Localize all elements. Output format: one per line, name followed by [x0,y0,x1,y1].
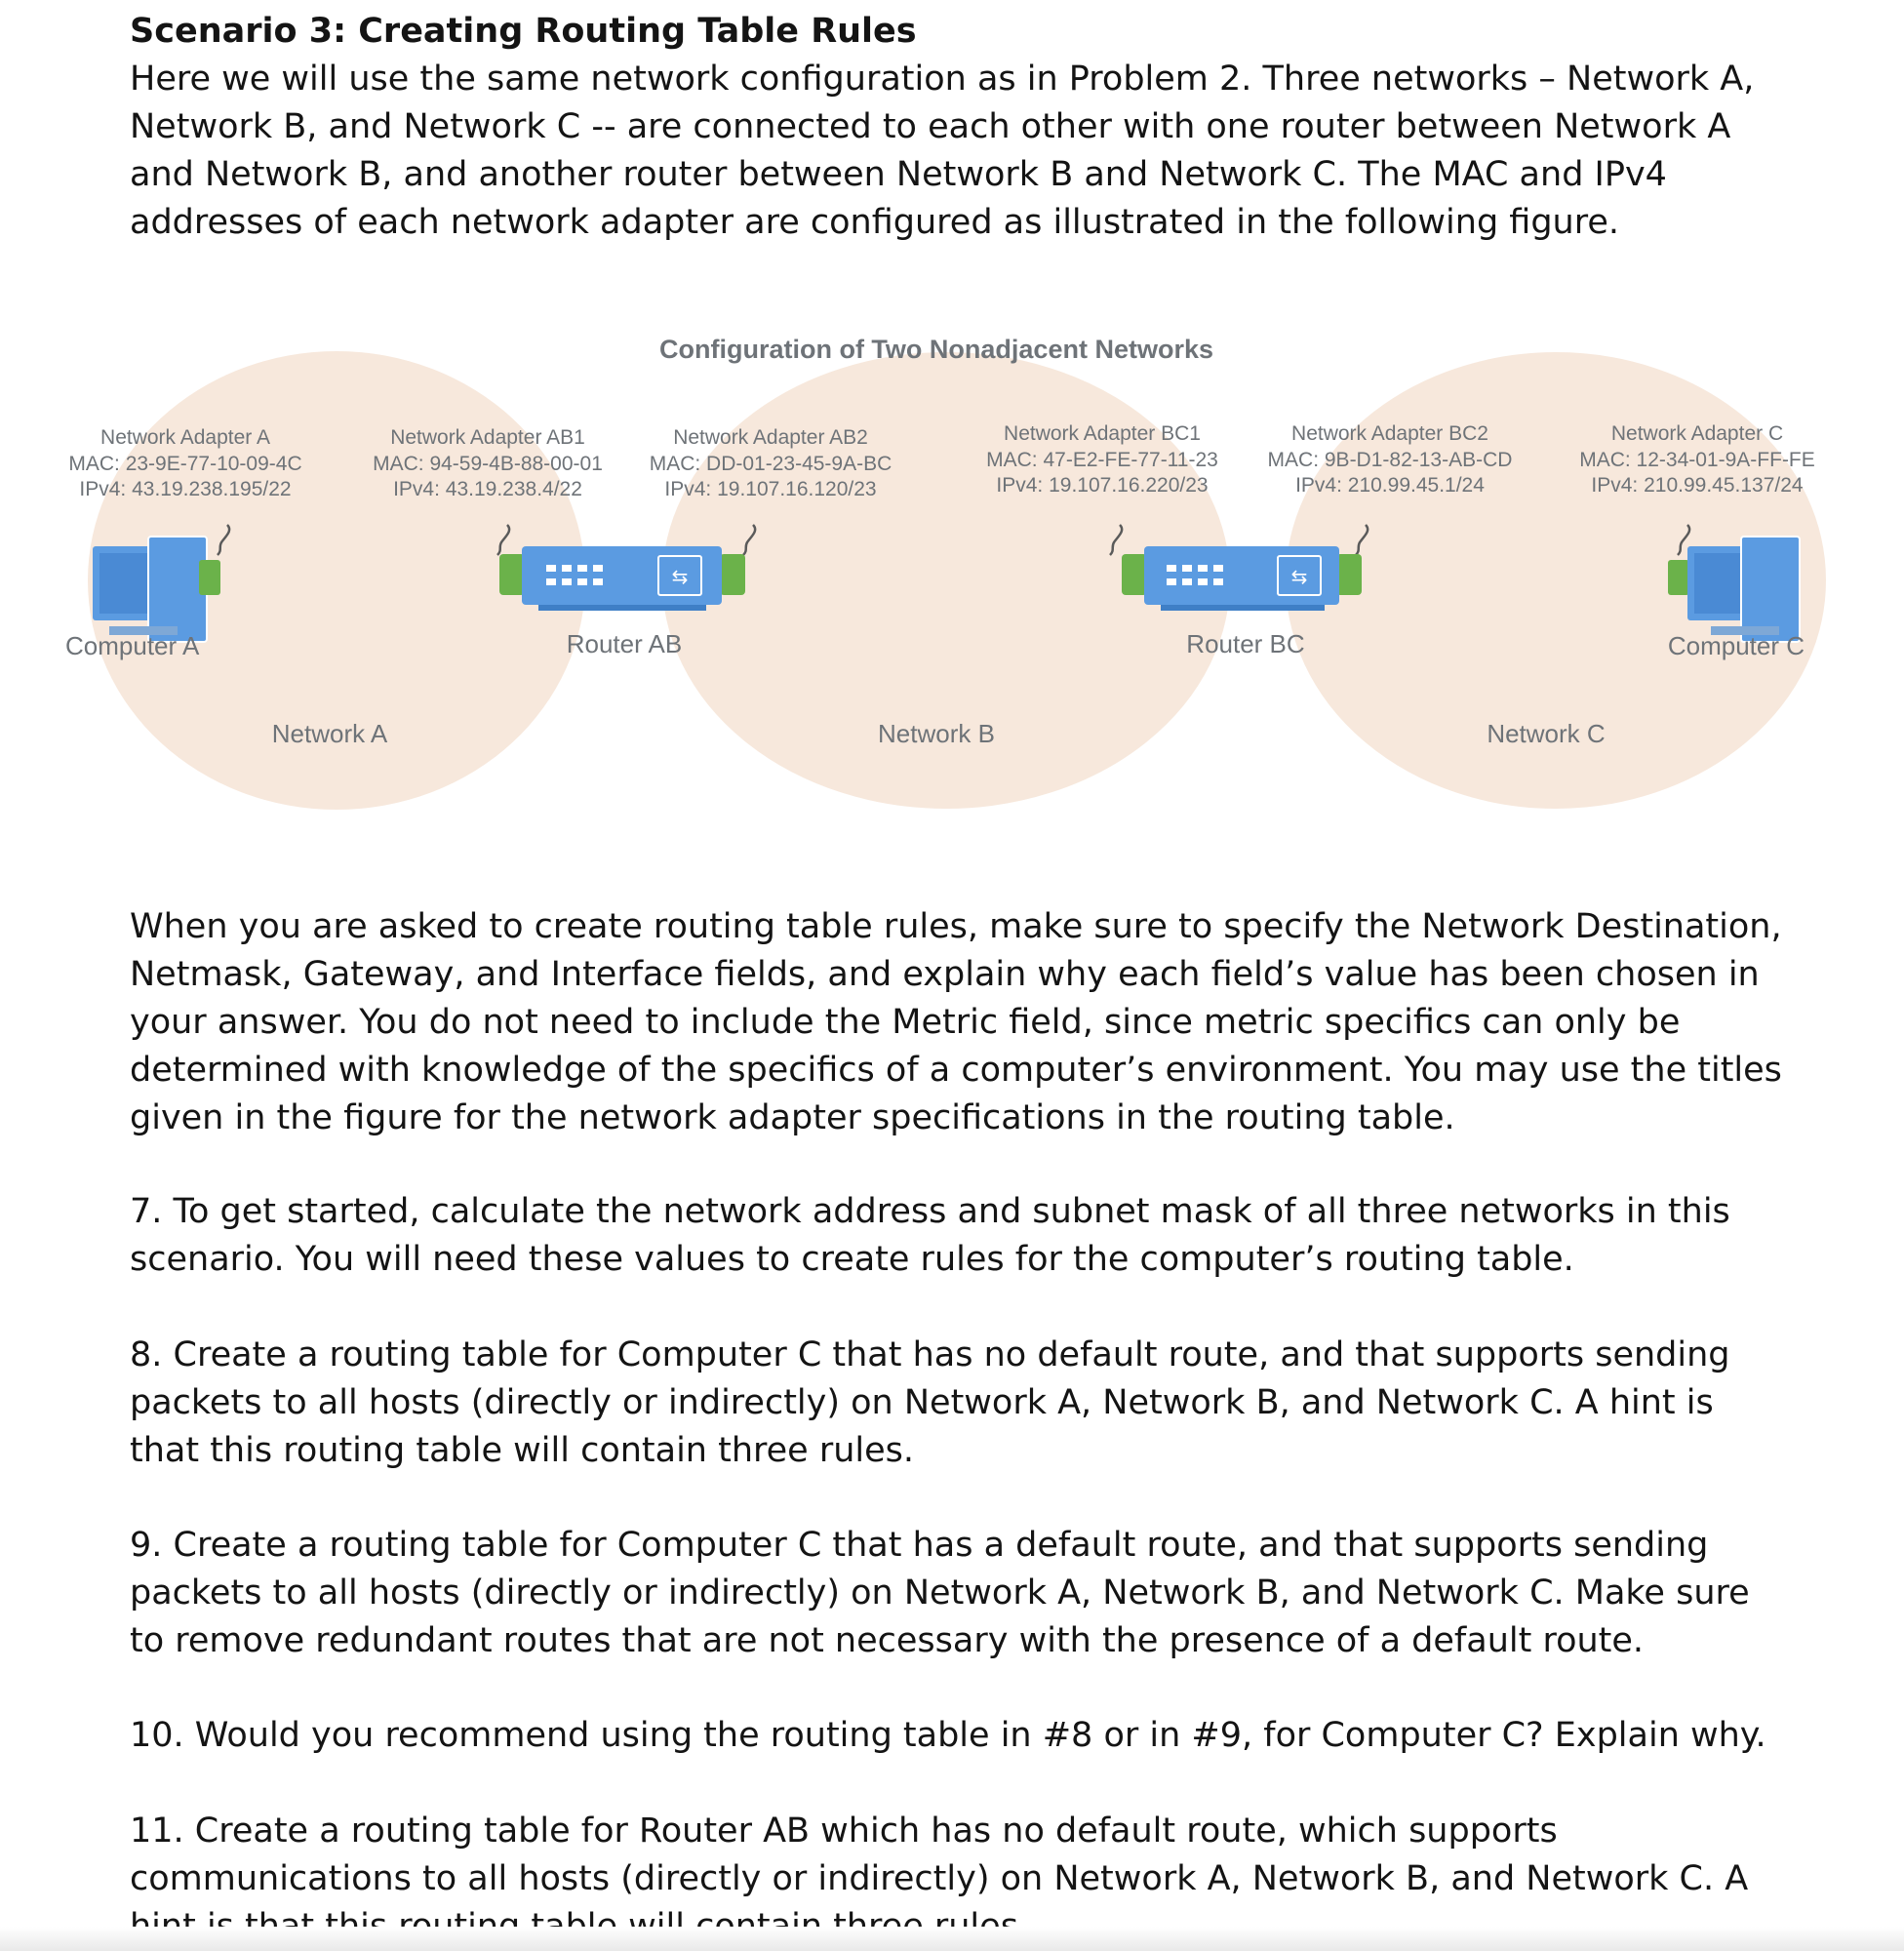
network-b-label: Network B [878,719,995,748]
adapter-c-ip: IPv4: 210.99.45.137/24 [1591,474,1804,497]
router-ab-icon [499,546,745,611]
adapter-bc1-mac: MAC: 47-E2-FE-77-11-23 [986,449,1218,471]
figure-title: Configuration of Two Nonadjacent Networks [658,335,1214,364]
adapter-c-name: Network Adapter C [1610,422,1784,445]
adapter-ab1-mac: MAC: 94-59-4B-88-00-01 [373,453,603,475]
adapter-bc2-ip: IPv4: 210.99.45.1/24 [1295,474,1485,497]
router-ab-label: Router AB [566,629,683,658]
computer-c-label: Computer C [1667,631,1805,660]
adapter-bc1-ip: IPv4: 19.107.16.220/23 [996,474,1209,497]
question-7: 7. To get started, calculate the network address and subnet mask of all three networks in this scenario. You will need these values to create rules for the computer’s routing table. [130,1192,1730,1279]
intro-paragraph: Here we will use the same network configuration as in Problem 2. Three networks – Network A, Network B, and Network C -- are connected to each other with one router between Network A and Network B, and another router between Network B and Network C. The MAC and IPv4 addresses of each network adapter are configured as illustrated in the following figure. [130,60,1755,242]
network-c-label: Network C [1487,719,1606,748]
adapter-bc1-name: Network Adapter BC1 [1004,422,1201,445]
svg-text:⇆: ⇆ [1290,565,1308,588]
question-10: 10. Would you recommend using the routing table in #8 or in #9, for Computer C? Explain why. [130,1716,1766,1755]
svg-text:⇆: ⇆ [671,565,689,588]
adapter-a-ip: IPv4: 43.19.238.195/22 [79,478,292,500]
instructions-paragraph: When you are asked to create routing table rules, make sure to specify the Network Destination, Netmask, Gateway, and Interface fields, and explain why each field’s value has been chosen in your answer. You do not need to include the Metric field, since metric specifics can only be determined with knowledge of the specifics of a computer’s environment. You may use the titles given in the figure for the network adapter specifications in the routing table. [130,907,1782,1137]
adapter-a-mac: MAC: 23-9E-77-10-09-4C [68,453,302,475]
network-diagram [39,322,1853,810]
adapter-a-name: Network Adapter A [100,426,270,449]
computer-a-label: Computer A [65,631,200,660]
adapter-c-mac: MAC: 12-34-01-9A-FF-FE [1579,449,1815,471]
question-9: 9. Create a routing table for Computer C that has a default route, and that supports sending packets to all hosts (directly or indirectly) on Network A, Network B, and Network C. Make sure to remove redundant routes that are not necessary with the presence of a default route. [130,1526,1750,1660]
question-8: 8. Create a routing table for Computer C that has no default route, and that supports sending packets to all hosts (directly or indirectly) on Network A, Network B, and Network C. A hint is that this routing table will contain three rules. [130,1335,1730,1470]
adapter-ab1-name: Network Adapter AB1 [390,426,585,449]
adapter-ab2-ip: IPv4: 19.107.16.120/23 [664,478,877,500]
bottom-fade [0,1927,1904,1951]
adapter-ab2-name: Network Adapter AB2 [673,426,868,449]
question-11: 11. Create a routing table for Router AB which has no default route, which supports communications to all hosts (directly or indirectly) on Network A, Network B, and Network C. A [130,1812,1749,1898]
adapter-bc2-mac: MAC: 9B-D1-82-13-AB-CD [1267,449,1513,471]
router-bc-icon [1122,546,1362,611]
router-bc-label: Router BC [1186,629,1305,658]
intro-section [130,8,1788,247]
adapter-ab1-ip: IPv4: 43.19.238.4/22 [393,478,582,500]
adapter-ab2-mac: MAC: DD-01-23-45-9A-BC [649,453,892,475]
scenario-heading: Scenario 3: Creating Routing Table Rules [130,12,917,51]
network-a-label: Network A [271,719,388,748]
adapter-bc2-name: Network Adapter BC2 [1291,422,1488,445]
